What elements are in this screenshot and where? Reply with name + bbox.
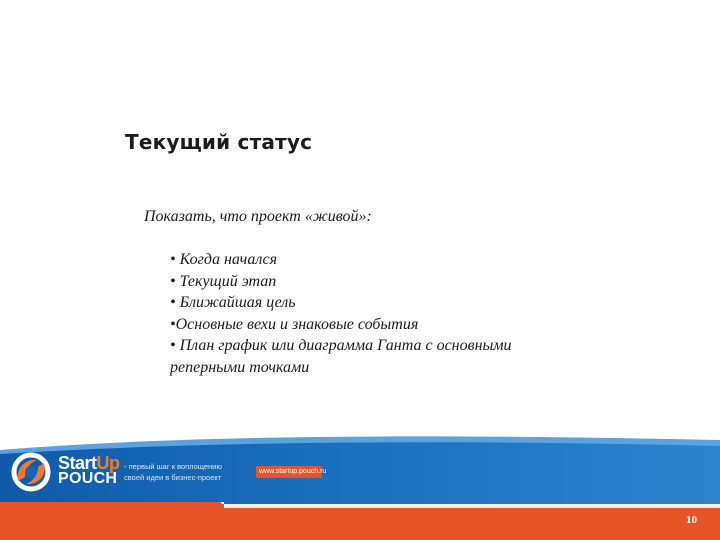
brand-pouch-text: POUCH xyxy=(58,470,118,487)
brand-up-text: Up xyxy=(96,453,120,473)
bullet-item: • Когда начался xyxy=(170,251,278,268)
brand-tagline xyxy=(124,461,222,483)
bullet-item: • Текущий этап xyxy=(170,272,277,290)
bullet-list xyxy=(170,249,610,378)
bullet-item: •Основные вехи и знаковые события xyxy=(170,315,419,333)
tagline-line: - первый шаг к воплощению xyxy=(124,462,222,471)
brand-start-text: Start xyxy=(58,453,97,473)
startup-pouch-logo-icon xyxy=(10,451,52,493)
bullet-item-continuation: реперными точками xyxy=(170,358,310,376)
bullet-item: • План график или диаграмма Ганта с основными xyxy=(170,337,512,354)
tagline-line: своей идеи в бизнес-проект xyxy=(124,473,222,482)
page-number: 10 xyxy=(686,514,697,526)
slide-subtitle: Показать, что проект «живой»: xyxy=(144,208,372,225)
slide-title: Текущий статус xyxy=(125,130,313,154)
bullet-item: • Ближайшая цель xyxy=(170,294,296,311)
website-link[interactable]: www.startup.pouch.ru xyxy=(259,468,327,475)
